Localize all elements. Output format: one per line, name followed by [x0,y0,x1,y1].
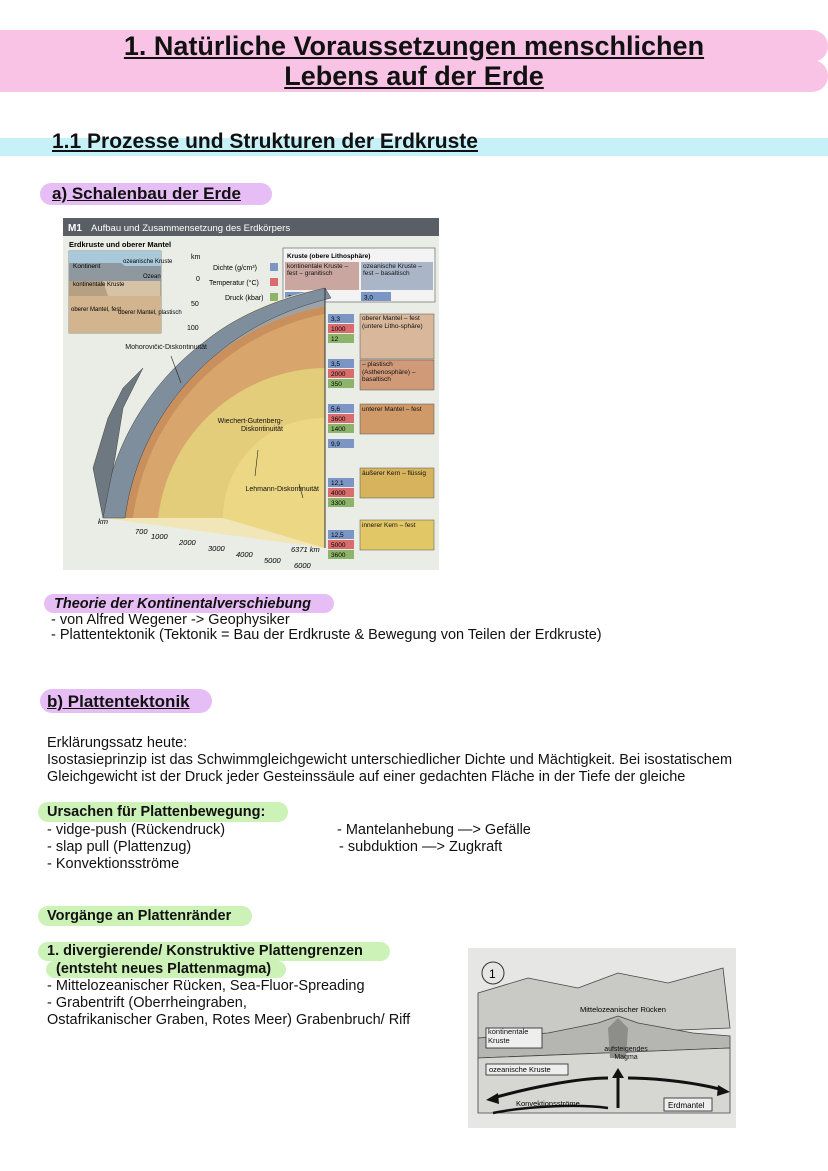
erklaerung-line-2: Isostasieprinzip ist das Schwimmgleichgewicht unterschiedlicher Dichte und Mächtigkeit. Bei isostatischem [47,752,733,768]
layer-6-temp: 5000 [331,542,346,549]
layer-3-druck: 1400 [331,426,346,433]
layer-2-dichte: 3,5 [331,361,341,368]
layer-5-temp: 4000 [331,490,346,497]
layer-5-label: äußerer Kern – flüssig [362,470,426,477]
page-title-line-2: Lebens auf der Erde [284,61,544,91]
inset-oberer-mantel-fest: oberer Mantel, fest [71,307,122,313]
inset-kontinentale-kruste: kontinentale Kruste [73,282,125,288]
wiechert-label: Wiechert-Gutenberg-Diskontinuität [217,418,283,433]
kruste-header: Kruste (obere Lithosphäre) [287,253,371,260]
ursachen-right-1: - Mantelanhebung —> Gefälle [337,822,531,838]
divergent-heading-2: (entsteht neues Plattenmagma) [56,961,272,977]
fig2-magma: aufsteigendes Magma [604,1046,648,1061]
earth-structure-figure [63,218,439,570]
layer-6-dichte: 12,5 [331,532,344,539]
mid-ocean-ridge-figure [468,948,736,1128]
axis-tick-5000: 5000 [264,556,281,565]
layer-asthenosphaere [328,359,434,391]
axis-km: km [98,517,108,526]
layer-unterer-mantel [328,404,434,448]
fig-title: Aufbau und Zusammensetzung des Erdkörpers [91,223,291,234]
ursachen-heading: Ursachen für Plattenbewegung: [47,804,266,820]
ursachen-left-3: - Konvektionsströme [47,856,180,872]
theory-item-1: - von Alfred Wegener -> Geophysiker [51,612,290,628]
section-heading: 1.1 Prozesse und Strukturen der Erdkruste [52,130,478,153]
layer-aeusserer-kern [328,468,434,507]
layer-oberer-mantel [328,314,434,359]
depth-100: 100 [187,325,199,332]
axis-tick-2000: 2000 [179,538,196,547]
divergent-item-3: Ostafrikanischer Graben, Rotes Meer) Grabenbruch/ Riff [47,1012,411,1028]
layer-2-label: – plastisch (Asthenosphäre) – basaltisch [362,361,416,383]
layer-6-druck: 3600 [331,552,346,559]
moho-label: Mohorovičić-Diskontinuität [125,344,207,351]
heading-b: b) Plattentektonik [47,692,190,711]
theory-item-2: - Plattentektonik (Tektonik = Bau der Erdkruste & Bewegung von Teilen der Erdkruste) [51,627,602,643]
fig2-konvektion: Konvektionsströme [516,1099,580,1108]
fig2-number: 1 [489,967,496,981]
inset-ozean: Ozean [143,274,161,280]
theory-heading: Theorie der Kontinentalverschiebung [54,596,312,612]
legend-temperatur: Temperatur (°C) [209,280,259,287]
ozean-dichte: 3,0 [364,294,374,302]
layer-2-druck: 350 [331,381,342,388]
erklaerung-line-1: Erklärungssatz heute: [47,735,188,751]
depth-0: 0 [196,276,200,283]
layer-1-dichte: 3,3 [331,316,341,323]
layer-6-label: innerer Kern – fest [362,522,416,529]
layer-2-temp: 2000 [331,371,346,378]
layer-3-label: unterer Mantel – fest [362,406,422,413]
fig2-erdmantel: Erdmantel [668,1101,705,1110]
fig2-ruecken: Mittelozeanischer Rücken [580,1005,666,1014]
fig2-ozean-kruste: ozeanische Kruste [489,1065,551,1074]
lehmann-label: Lehmann-Diskontinuität [245,486,319,493]
legend-druck: Druck (kbar) [225,295,264,302]
fig-badge: M1 [68,223,82,234]
axis-tick-6000: 6000 [294,561,311,570]
layer-3-temp: 3600 [331,416,346,423]
page-title-line-1: 1. Natürliche Voraussetzungen menschlichen [123,31,705,61]
layer-5-dichte: 12,1 [331,480,344,487]
layer-1-label: oberer Mantel – fest (untere Litho-sphäre) [362,315,423,330]
layer-1-temp: 1000 [331,326,346,333]
divergent-item-2: - Grabentrift (Oberrheingraben, [47,995,247,1011]
legend-dichte: Dichte (g/cm³) [213,265,257,272]
ozean-kruste-desc: ozeanische Kruste – fest – basaltisch [363,263,422,277]
inset-kontinent: Kontinent [73,263,101,270]
inset-title: Erdkruste und oberer Mantel [69,240,172,249]
axis-tick-4000: 4000 [236,550,253,559]
axis-tick-1000: 1000 [151,532,168,541]
ursachen-left-2: - slap pull (Plattenzug) [47,839,192,855]
divergent-item-1: - Mittelozeanischer Rücken, Sea-Fluor-Spreading [47,978,365,994]
layer-innerer-kern [328,520,434,559]
layer-3-dichte: 5,6 [331,406,341,413]
layer-4-dichte: 9,9 [331,441,341,448]
radius-label: 6371 km [291,545,320,554]
ursachen-left-1: - vidge-push (Rückendruck) [47,822,226,838]
erklaerung-line-3: Gleichgewicht ist der Druck jeder Gesteinssäule auf einer gedachten Fläche in der Tiefe der gleiche [47,769,686,785]
heading-a: a) Schalenbau der Erde [52,184,241,203]
inset-oberer-mantel-plastisch: oberer Mantel, plastisch [118,310,182,316]
axis-tick-3000: 3000 [208,544,225,553]
layer-1-druck: 12 [331,336,339,343]
axis-tick-700: 700 [135,527,148,536]
depth-50: 50 [191,301,199,308]
vorgaenge-heading: Vorgänge an Plattenränder [47,908,232,924]
divergent-heading-1: 1. divergierende/ Konstruktive Plattengrenzen [47,943,363,959]
layer-5-druck: 3300 [331,500,346,507]
fig2-kont-kruste: kontinentale Kruste [488,1028,529,1045]
inset-km: km [191,254,201,261]
ursachen-right-2: - subduktion —> Zugkraft [339,839,503,855]
kont-kruste-desc: kontinentale Kruste – fest – granitisch [287,263,349,277]
inset-ozeanische-kruste: ozeanische Kruste [123,259,173,265]
